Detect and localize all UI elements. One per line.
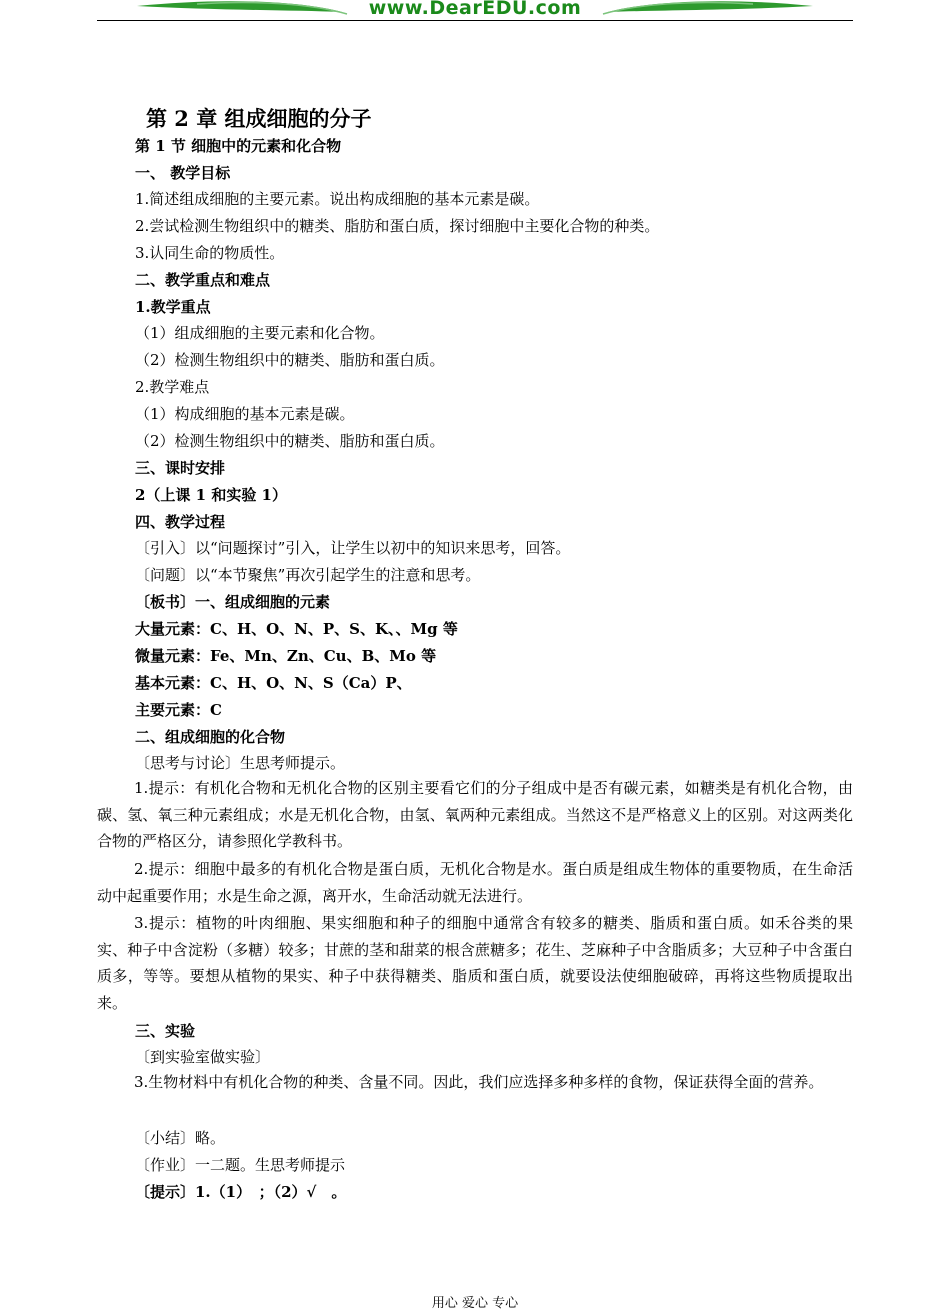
homework-note: 〔作业〕一二题。生思考师提示 xyxy=(135,1156,346,1174)
board-heading: 〔板书〕一、组成细胞的元素 xyxy=(135,593,331,611)
page-footer: 用心 爱心 专心 xyxy=(431,1296,519,1311)
heading-teaching-goals: 一、 教学目标 xyxy=(135,164,231,182)
key-item: （2）检测生物组织中的糖类、脂肪和蛋白质。 xyxy=(135,351,445,369)
process-question: 〔问题〕以“本节聚焦”再次引起学生的注意和思考。 xyxy=(135,566,481,584)
subheading-difficulty: 2.教学难点 xyxy=(135,378,210,396)
micro-elements: 微量元素：Fe、Mn、Zn、Cu、B、Mo 等 xyxy=(135,647,437,665)
header-site-url: www.DearEDU.com xyxy=(368,0,582,19)
lab-note: 〔到实验室做实验〕 xyxy=(135,1048,271,1066)
hint-paragraph: 3.提示：植物的叶肉细胞、果实细胞和种子的细胞中通常含有较多的糖类、脂质和蛋白质。如禾谷类的果实、种子中含淀粉（多糖）较多；甘蔗的茎和甜菜的根含蔗糖多；花生、芝麻种子中含脂质多；大豆种子中含蛋白质多，等等。要想从植物的果实、种子中获得糖类、脂质和蛋白质，就要设法使细胞破碎，再将这些物质提取出来。 xyxy=(97,914,853,1012)
process-intro: 〔引入〕以“问题探讨”引入，让学生以初中的知识来思考，回答。 xyxy=(135,539,571,557)
goal-item: 2.尝试检测生物组织中的糖类、脂肪和蛋白质，探讨细胞中主要化合物的种类。 xyxy=(135,217,660,235)
hint-paragraph: 1.提示：有机化合物和无机化合物的区别主要看它们的分子组成中是否有碳元素，如糖类是有机化合物，由碳、氢、氧三种元素组成；水是无机化合物，由氢、氧两种元素组成。当然这不是严格意义上的区别。对这两类化合物的严格区分，请参照化学教科书。 xyxy=(97,779,853,850)
section-title: 第 1 节 细胞中的元素和化合物 xyxy=(135,137,342,155)
schedule-text: 2（上课 1 和实验 1） xyxy=(135,486,287,504)
heading-process: 四、教学过程 xyxy=(135,513,226,531)
goal-item: 1.简述组成细胞的主要元素。说出构成细胞的基本元素是碳。 xyxy=(135,190,540,208)
answer-hint: 〔提示〕1.（1） ；（2）√ 。 xyxy=(135,1183,347,1201)
macro-elements: 大量元素：C、H、O、N、P、S、K、、Mg 等 xyxy=(135,620,458,638)
heading-key-points: 二、教学重点和难点 xyxy=(135,271,271,289)
chapter-title: 第 2 章 组成细胞的分子 xyxy=(146,106,372,131)
hint-paragraph: 2.提示：细胞中最多的有机化合物是蛋白质，无机化合物是水。蛋白质是组成生物体的重要物质，在生命活动中起重要作用；水是生命之源，离开水，生命活动就无法进行。 xyxy=(97,860,853,905)
goal-item: 3.认同生命的物质性。 xyxy=(135,244,285,262)
key-item: （1）组成细胞的主要元素和化合物。 xyxy=(135,324,385,342)
basic-elements: 基本元素：C、H、O、N、S（Ca）P、 xyxy=(135,674,412,692)
discussion-note: 〔思考与讨论〕生思考师提示。 xyxy=(135,754,346,772)
main-elements: 主要元素：C xyxy=(135,701,222,719)
experiment-heading: 三、实验 xyxy=(135,1022,196,1040)
heading-schedule: 三、课时安排 xyxy=(135,459,226,477)
compound-heading: 二、组成细胞的化合物 xyxy=(135,728,286,746)
page-header xyxy=(97,0,853,22)
difficulty-item: （1）构成细胞的基本元素是碳。 xyxy=(135,405,355,423)
summary-note: 〔小结〕略。 xyxy=(135,1129,226,1147)
difficulty-item: （2）检测生物组织中的糖类、脂肪和蛋白质。 xyxy=(135,432,445,450)
nutrition-paragraph: 3.生物材料中有机化合物的种类、含量不同。因此，我们应选择多种多样的食物，保证获得全面的营养。 xyxy=(134,1073,824,1091)
header-rule xyxy=(97,20,853,21)
subheading-key: 1.教学重点 xyxy=(135,298,211,316)
